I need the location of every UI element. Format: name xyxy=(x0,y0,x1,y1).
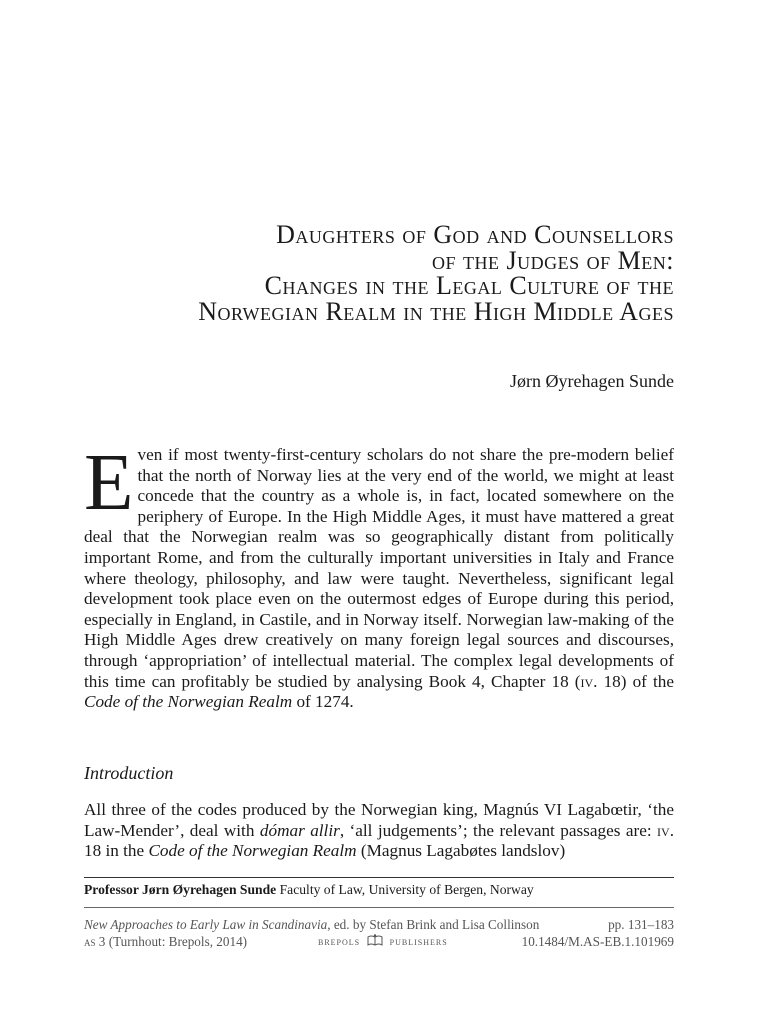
drop-cap: E xyxy=(84,437,134,527)
author-name: Jørn Øyrehagen Sunde xyxy=(510,371,674,391)
abstract-text-2: ) of the xyxy=(620,671,674,691)
intro-code-title: Code of the Norwegian Realm xyxy=(148,841,357,861)
intro-text-3: . 18 in the xyxy=(84,820,675,861)
intro-text-4: (Magnus Lagabøtes landslov) xyxy=(356,841,566,861)
intro-text-1: All three of the codes produced by the Norwegian king, Magnús VI Lagabœtir, ‘the Law-Mender’, deal with xyxy=(84,800,674,840)
intro-paragraph xyxy=(84,800,674,862)
title-line-1: Daughters of God and Counsellors xyxy=(276,220,674,249)
abstract-text-end: of 1274. xyxy=(292,692,354,712)
abstract-text: ven if most twenty-first-century scholars do not share the pre-modern belief that the north of Norway lies at the very end of the world, we might at least concede that the country as a whole is, in fact, located somewhere on the periphery of Europe. In the High Middle Ages, it must have mattered a great deal that the Norwegian realm was so geographically distant from politically important Rome, and from the culturally important universities in Italy and France where theology, philosophy, and law were taught. Nevertheless, significant legal development took place even on the outermost edges of Europe during this period, especially in England, in Castile, and in Norway itself. Norwegian law-making of the High Middle Ages drew creatively on many foreign legal sources and discourses, through ‘appropriation’ of intellectual material. The complex legal developments of this time can profitably be studied by analysing Book 4, Chapter 18 ( xyxy=(84,445,674,691)
abstract-code-title: Code of the Norwegian Realm xyxy=(84,692,293,712)
footer-divider-top xyxy=(84,877,674,878)
title-line-3: Changes in the Legal Culture of the xyxy=(264,271,674,300)
title-line-4: Norwegian Realm in the High Middle Ages xyxy=(198,296,674,326)
affiliation-name: Professor Jørn Øyrehagen Sunde xyxy=(84,882,277,897)
publisher-right: publishers xyxy=(389,936,448,948)
series-label: as 3 xyxy=(84,934,106,949)
imprint: (Turnhout: Brepols, 2014) xyxy=(105,934,248,949)
chapter-title xyxy=(84,222,674,324)
affiliation-institution: Faculty of Law, University of Bergen, Norway xyxy=(276,882,534,897)
footer-divider-bottom xyxy=(84,907,674,908)
book-editors: , ed. by Stefan Brink and Lisa Collinson xyxy=(327,917,540,932)
intro-roman-ref: iv xyxy=(657,820,670,840)
intro-text-2: , ‘all judgements’; the relevant passages are: xyxy=(339,820,658,840)
citation-line-2 xyxy=(84,934,674,950)
abstract-paragraph xyxy=(84,437,674,713)
doi: 10.1484/M.AS-EB.1.101969 xyxy=(521,934,674,949)
abstract-roman-ref: iv. 18 xyxy=(580,671,621,691)
title-line-2: of the Judges of Men: xyxy=(432,245,674,275)
book-title: New Approaches to Early Law in Scandinavia xyxy=(84,917,328,932)
section-heading: Introduction xyxy=(84,763,174,783)
publisher-left: brepols xyxy=(318,936,361,948)
publisher-mark xyxy=(318,934,448,948)
publisher-logo-icon xyxy=(367,934,383,947)
intro-term: dómar allir xyxy=(259,820,340,840)
citation-line-1 xyxy=(84,917,674,933)
author-affiliation xyxy=(84,882,534,898)
page-range: pp. 131–183 xyxy=(608,917,674,932)
